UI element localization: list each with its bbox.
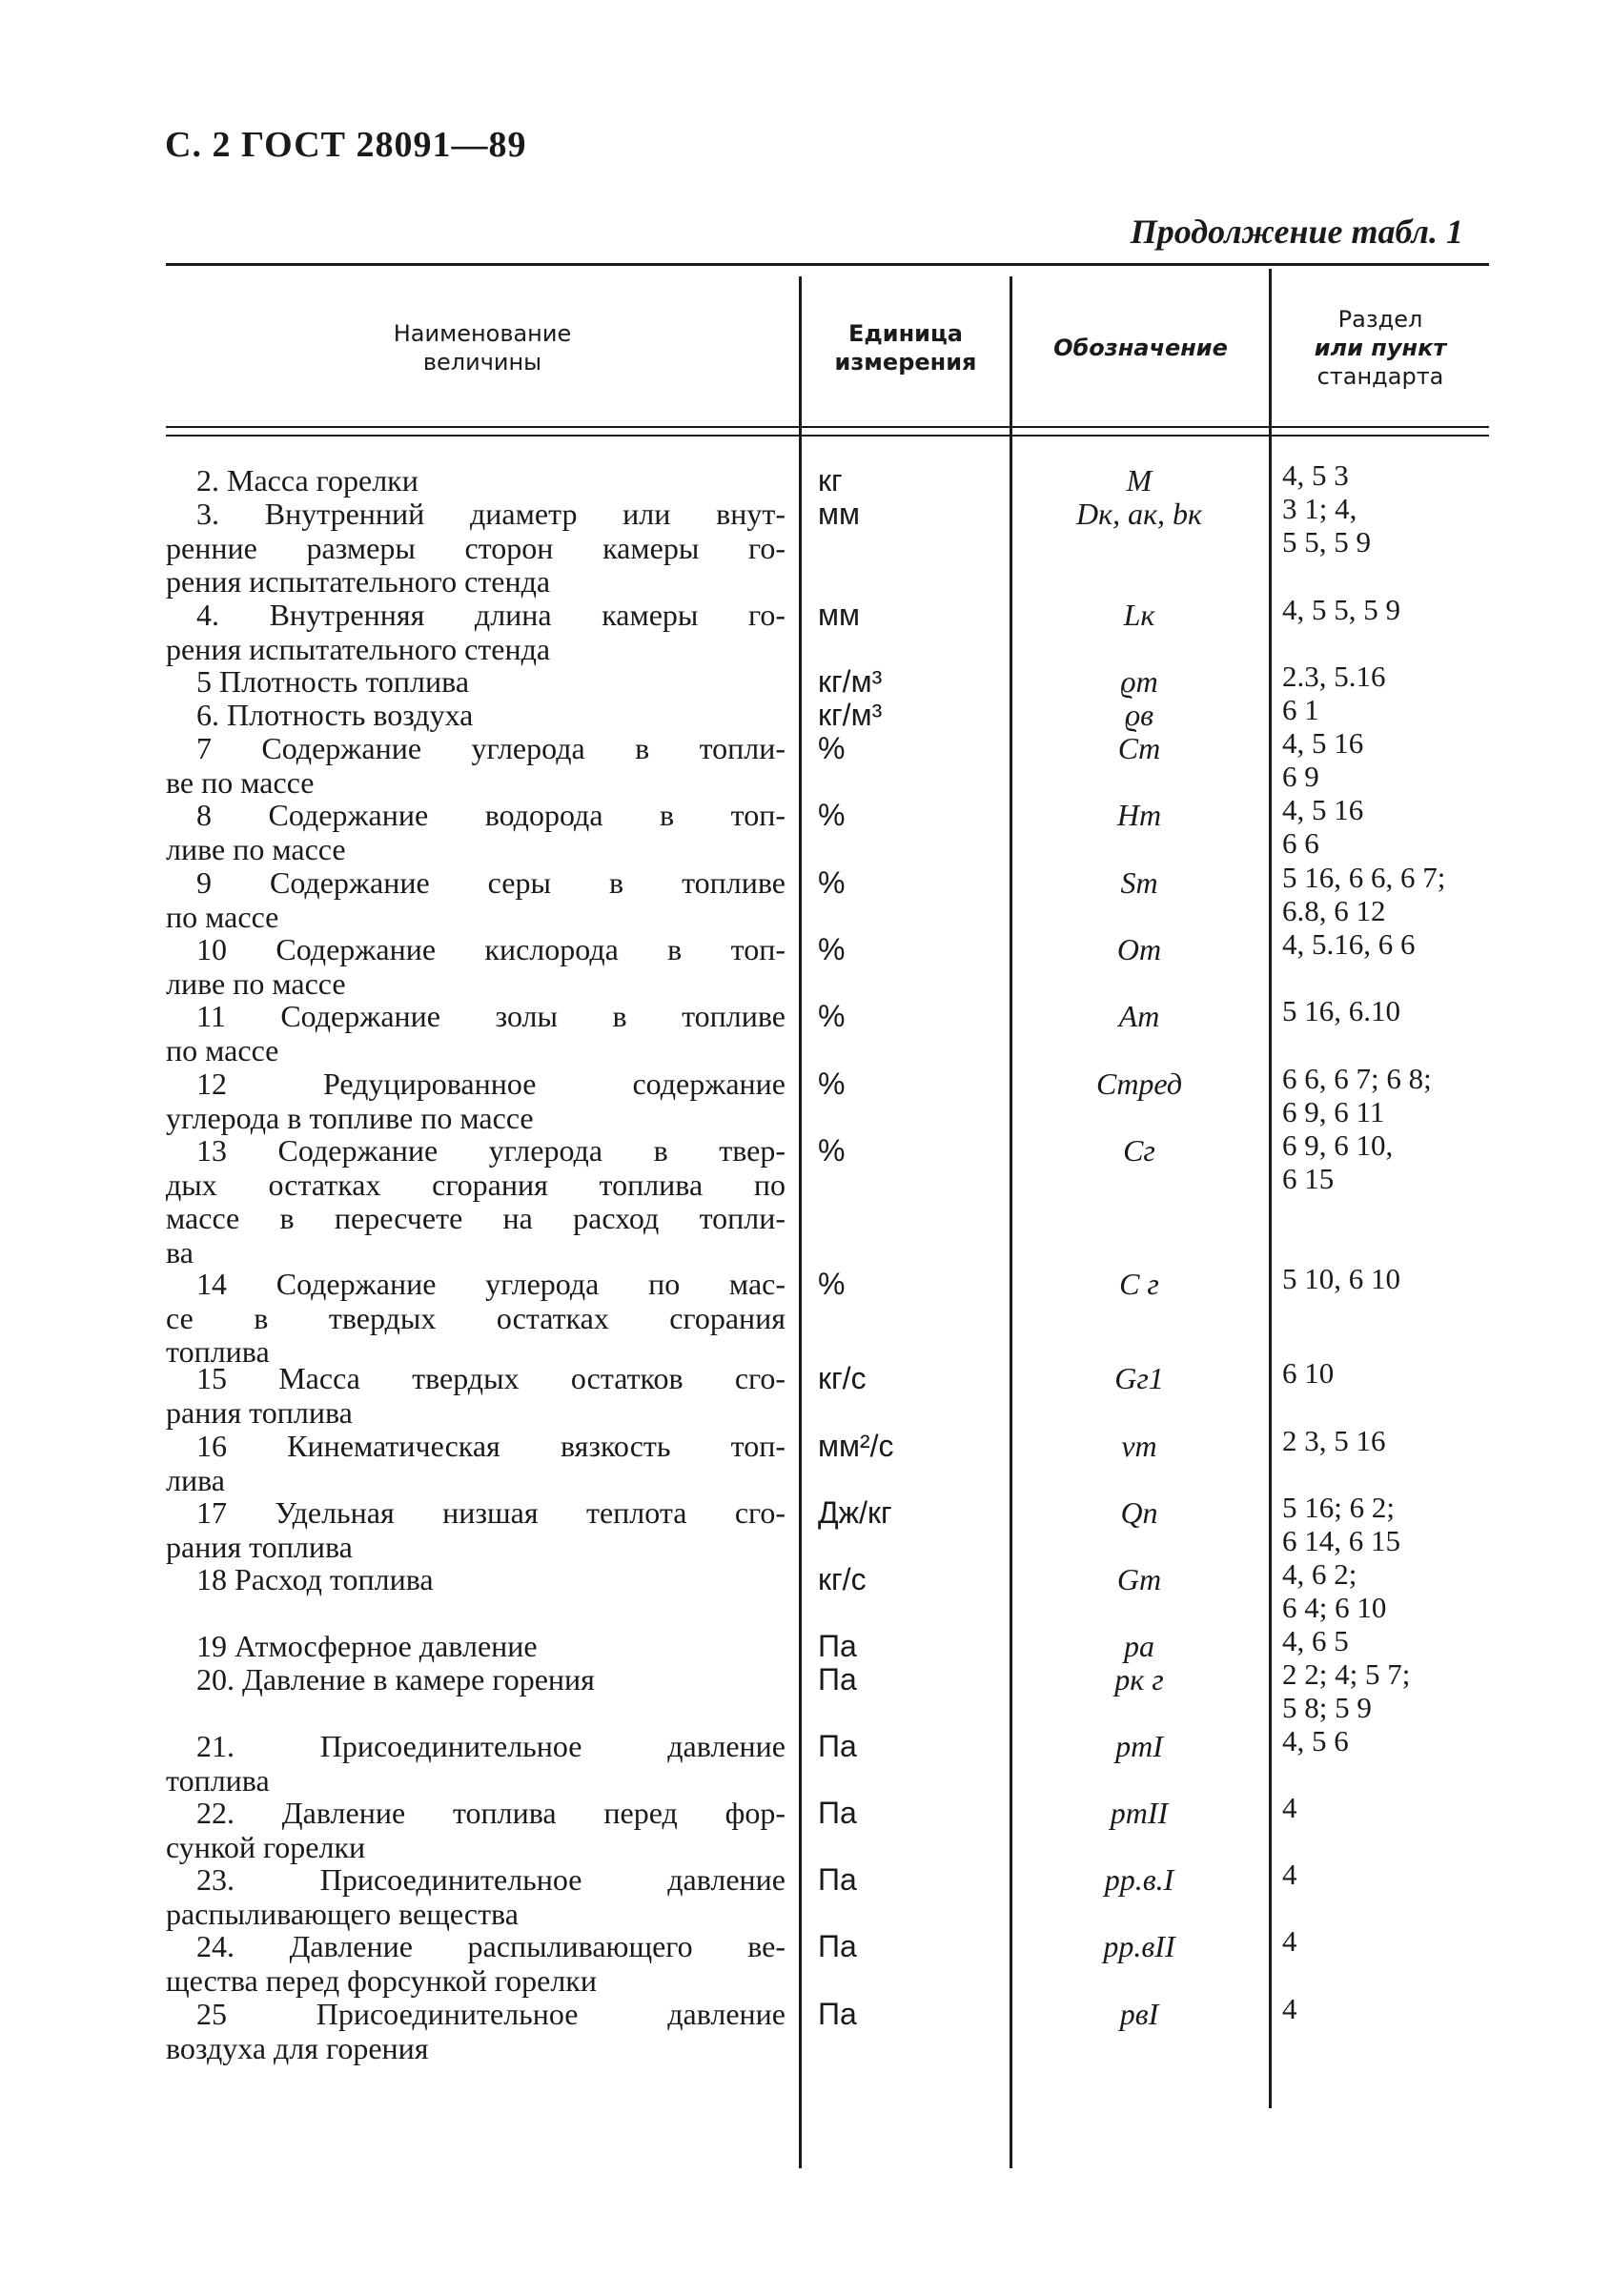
row-name-line: 4. Внутренняя длина камеры го- <box>196 598 786 632</box>
row-ref-line: 5 8; 5 9 <box>1282 1691 1372 1724</box>
row-ref-line: 5 16, 6 6, 6 7; <box>1282 861 1446 894</box>
row-symbol: Oт <box>1116 932 1162 966</box>
row-unit: мм <box>818 497 860 531</box>
row-name-line: 12 Редуцированное содержание <box>196 1067 786 1101</box>
row-name-line: 11 Содержание золы в топливе <box>196 999 786 1033</box>
row-unit: мм²/с <box>818 1429 894 1463</box>
row-ref <box>1282 1724 1501 1758</box>
row-symbol: Qп <box>1120 1495 1158 1530</box>
row-name-line: 3. Внутренний диаметр или внут- <box>196 497 786 531</box>
row-ref <box>1282 1791 1501 1824</box>
row-name <box>166 866 786 934</box>
row-ref <box>1282 1624 1501 1657</box>
row-ref-line: 5 16, 6.10 <box>1282 994 1400 1027</box>
row-ref <box>1282 693 1501 726</box>
row-unit: кг <box>818 463 843 498</box>
row-unit: Дж/кг <box>818 1495 892 1530</box>
row-name-line: 22. Давление топлива перед фор- <box>196 1796 786 1830</box>
row-name-line: 20. Давление в камере горения <box>196 1662 595 1697</box>
row-unit: % <box>818 731 846 765</box>
row-unit: кг/с <box>818 1562 867 1596</box>
row-name-line: 8 Содержание водорода в топ- <box>196 798 786 832</box>
row-unit: % <box>818 1067 846 1101</box>
row-ref-line: 6 9, 6 10, <box>1282 1128 1394 1162</box>
row-ref-line: 4 <box>1282 1858 1297 1891</box>
row-unit: Па <box>818 1729 857 1763</box>
row-symbol: Dк, aк, bк <box>1075 497 1202 531</box>
row-name <box>166 599 786 666</box>
row-unit: кг/м³ <box>818 698 883 732</box>
row-ref <box>1282 1491 1501 1557</box>
row-ref <box>1282 927 1501 961</box>
row-name-line: 23. Присоединительное давление <box>196 1862 786 1897</box>
row-ref-line: 2.3, 5.16 <box>1282 660 1386 693</box>
row-ref-line: 5 5, 5 9 <box>1282 525 1371 559</box>
row-ref <box>1282 458 1501 492</box>
column-header-symbol-text: Обозначение <box>1053 335 1228 361</box>
row-ref <box>1282 1424 1501 1457</box>
row-name <box>166 498 786 599</box>
row-ref <box>1282 1557 1501 1624</box>
row-unit: Па <box>818 1929 857 1963</box>
row-ref <box>1282 1858 1501 1891</box>
row-symbol: pтII <box>1110 1796 1169 1830</box>
row-ref <box>1282 1262 1501 1295</box>
row-name-line: 19 Атмосферное давление <box>196 1629 538 1663</box>
row-ref-line: 4, 6 5 <box>1282 1624 1349 1657</box>
row-ref-line: 5 16; 6 2; <box>1282 1491 1395 1524</box>
row-symbol: Cг <box>1123 1133 1155 1168</box>
row-name-line: 18 Расход топлива <box>196 1562 434 1596</box>
row-symbol: M <box>1126 463 1153 498</box>
row-name-line: топлива <box>166 1762 270 1798</box>
row-symbol: pa <box>1124 1629 1154 1663</box>
row-unit: % <box>818 1133 846 1168</box>
row-name-line: 24. Давление распыливающего ве- <box>196 1929 786 1963</box>
row-name <box>166 665 786 700</box>
row-ref-line: 6 9, 6 11 <box>1282 1095 1385 1128</box>
row-ref-line: 4, 5 3 <box>1282 458 1349 492</box>
row-ref <box>1282 994 1501 1027</box>
row-name <box>166 1000 786 1067</box>
row-name-line: распыливающего вещества <box>166 1896 519 1931</box>
row-symbol: pр.в.I <box>1104 1862 1174 1897</box>
column-header-name-line2: величины <box>422 349 542 376</box>
row-name-line: 2. Масса горелки <box>196 463 418 498</box>
page-header: С. 2 ГОСТ 28091—89 <box>165 125 527 165</box>
row-name <box>166 1630 786 1664</box>
row-ref <box>1282 793 1501 860</box>
row-ref-line: 6 1 <box>1282 693 1319 726</box>
row-ref-line: 4 <box>1282 1924 1297 1958</box>
row-symbol: pвI <box>1119 1997 1159 2031</box>
row-ref-line: 6.8, 6 12 <box>1282 894 1386 927</box>
row-ref <box>1282 1356 1501 1390</box>
row-ref-line: 3 1; 4, <box>1282 492 1357 525</box>
row-name <box>166 1998 786 2065</box>
row-name-line: ва <box>166 1234 194 1270</box>
row-name-line: топлива <box>166 1334 270 1369</box>
row-name <box>166 732 786 800</box>
row-name-line: 7 Содержание углерода в топли- <box>196 731 786 765</box>
row-name-line: рания топлива <box>166 1394 353 1430</box>
row-symbol: Sт <box>1120 865 1158 900</box>
row-unit: Па <box>818 1796 857 1830</box>
row-unit: % <box>818 1267 846 1301</box>
row-name <box>166 1430 786 1497</box>
row-ref <box>1282 861 1501 927</box>
row-name <box>166 699 786 733</box>
row-ref-line: 6 6, 6 7; 6 8; <box>1282 1062 1432 1095</box>
column-header-ref-line3: стандарта <box>1316 363 1444 390</box>
row-name-line: дых остатках сгорания топлива по <box>166 1167 786 1202</box>
row-ref-line: 4 <box>1282 1992 1297 2025</box>
column-header-unit-line2: измерения <box>834 349 977 376</box>
row-ref-line: 4 <box>1282 1791 1297 1824</box>
row-name <box>166 1730 786 1798</box>
row-name <box>166 1134 786 1270</box>
row-name <box>166 799 786 866</box>
row-ref-line: 4, 5 5, 5 9 <box>1282 593 1400 626</box>
row-ref <box>1282 660 1501 693</box>
row-name <box>166 1067 786 1135</box>
row-name <box>166 1362 786 1430</box>
row-name-line: ве по массе <box>166 764 315 800</box>
row-name-line: массе в пересчете на расход топли- <box>166 1201 786 1235</box>
row-ref <box>1282 1062 1501 1128</box>
row-symbol: νт <box>1121 1429 1157 1463</box>
row-name-line: лива <box>166 1462 225 1497</box>
row-name-line: рания топлива <box>166 1529 353 1564</box>
row-ref <box>1282 1924 1501 1958</box>
row-name-line: 14 Содержание углерода по мас- <box>196 1267 786 1301</box>
row-name-line: 5 Плотность топлива <box>196 664 470 699</box>
row-unit: Па <box>818 1997 857 2031</box>
row-ref-line: 2 3, 5 16 <box>1282 1424 1386 1457</box>
row-symbol: ϱт <box>1120 664 1158 699</box>
row-name <box>166 1863 786 1931</box>
row-unit: % <box>818 798 846 832</box>
row-name <box>166 1797 786 1864</box>
row-name-line: рения испытательного стенда <box>166 564 551 599</box>
row-name-line: по массе <box>166 1032 279 1067</box>
row-symbol: Hт <box>1116 798 1162 832</box>
row-name <box>166 1563 786 1597</box>
row-symbol: Aт <box>1118 999 1160 1033</box>
row-unit: мм <box>818 598 860 632</box>
row-ref-line: 6 6 <box>1282 826 1319 860</box>
row-name-line: 25 Присоединительное давление <box>196 1997 786 2031</box>
row-name-line: 15 Масса твердых остатков сго- <box>196 1361 786 1395</box>
row-unit: Па <box>818 1862 857 1897</box>
row-ref <box>1282 492 1501 559</box>
row-name-line: 6. Плотность воздуха <box>196 698 474 732</box>
row-name <box>166 1663 786 1697</box>
row-symbol: pр.вII <box>1103 1929 1175 1963</box>
row-unit: % <box>818 932 846 966</box>
row-ref-line: 6 4; 6 10 <box>1282 1591 1387 1624</box>
row-symbol: Gг1 <box>1114 1361 1164 1395</box>
table-continuation-label: Продолжение табл. 1 <box>1130 213 1463 251</box>
row-ref-line: 6 10 <box>1282 1356 1335 1390</box>
row-name <box>166 1268 786 1370</box>
row-unit: % <box>818 999 846 1033</box>
row-symbol: Gт <box>1116 1562 1162 1596</box>
row-symbol: pтI <box>1115 1729 1163 1763</box>
row-unit: Па <box>818 1662 857 1697</box>
row-name-line: 13 Содержание углерода в твер- <box>196 1133 786 1168</box>
column-header-name-line1: Наименование <box>393 320 572 347</box>
row-ref-line: 4, 5 6 <box>1282 1724 1349 1758</box>
row-ref <box>1282 1992 1501 2025</box>
row-name-line: сункой горелки <box>166 1829 366 1864</box>
row-symbol: Cтред <box>1095 1067 1183 1101</box>
row-ref-line: 4, 5.16, 6 6 <box>1282 927 1416 961</box>
row-name-line: 21. Присоединительное давление <box>196 1729 786 1763</box>
row-name-line: 9 Содержание серы в топливе <box>196 865 786 900</box>
row-name-line: ренние размеры сторон камеры го- <box>166 530 786 565</box>
row-symbol: pк г <box>1114 1662 1164 1697</box>
row-symbol: ϱв <box>1124 698 1154 732</box>
row-ref <box>1282 1657 1501 1724</box>
row-ref-line: 4, 5 16 <box>1282 726 1364 760</box>
row-ref-line: 6 14, 6 15 <box>1282 1524 1400 1557</box>
row-unit: кг/м³ <box>818 664 883 699</box>
row-name-line: се в твердых остатках сгорания <box>166 1300 786 1335</box>
row-unit: Па <box>818 1629 857 1663</box>
row-name <box>166 464 786 498</box>
row-ref-line: 6 15 <box>1282 1162 1335 1195</box>
row-ref <box>1282 593 1501 626</box>
row-ref <box>1282 726 1501 793</box>
row-name <box>166 1496 786 1564</box>
column-header-unit-line1: Единица <box>848 320 963 347</box>
row-symbol: C г <box>1119 1267 1159 1301</box>
row-ref-line: 4, 5 16 <box>1282 793 1364 826</box>
row-name-line: воздуха для горения <box>166 2030 429 2065</box>
row-name-line: щества перед форсункой горелки <box>166 1962 597 1998</box>
row-unit: кг/с <box>818 1361 867 1395</box>
row-unit: % <box>818 865 846 900</box>
row-name-line: 16 Кинематическая вязкость топ- <box>196 1429 786 1463</box>
column-header-ref-line1: Раздел <box>1337 306 1423 333</box>
row-name-line: ливе по массе <box>166 831 346 866</box>
row-name-line: по массе <box>166 899 279 934</box>
row-ref-line: 5 10, 6 10 <box>1282 1262 1400 1295</box>
row-ref-line: 4, 6 2; <box>1282 1557 1357 1591</box>
row-name-line: 10 Содержание кислорода в топ- <box>196 932 786 966</box>
row-name <box>166 1930 786 1998</box>
row-ref-line: 6 9 <box>1282 760 1319 793</box>
row-symbol: Lк <box>1123 598 1155 632</box>
row-name-line: ливе по массе <box>166 965 346 1001</box>
row-symbol: Cт <box>1117 731 1161 765</box>
row-name-line: 17 Удельная низшая теплота сго- <box>196 1495 786 1530</box>
row-name-line: рения испытательного стенда <box>166 631 551 666</box>
row-name <box>166 933 786 1001</box>
row-ref-line: 2 2; 4; 5 7; <box>1282 1657 1411 1691</box>
row-name-line: углерода в топливе по массе <box>166 1100 534 1135</box>
column-header-ref-line2: или пункт <box>1314 335 1447 361</box>
row-ref <box>1282 1128 1501 1195</box>
